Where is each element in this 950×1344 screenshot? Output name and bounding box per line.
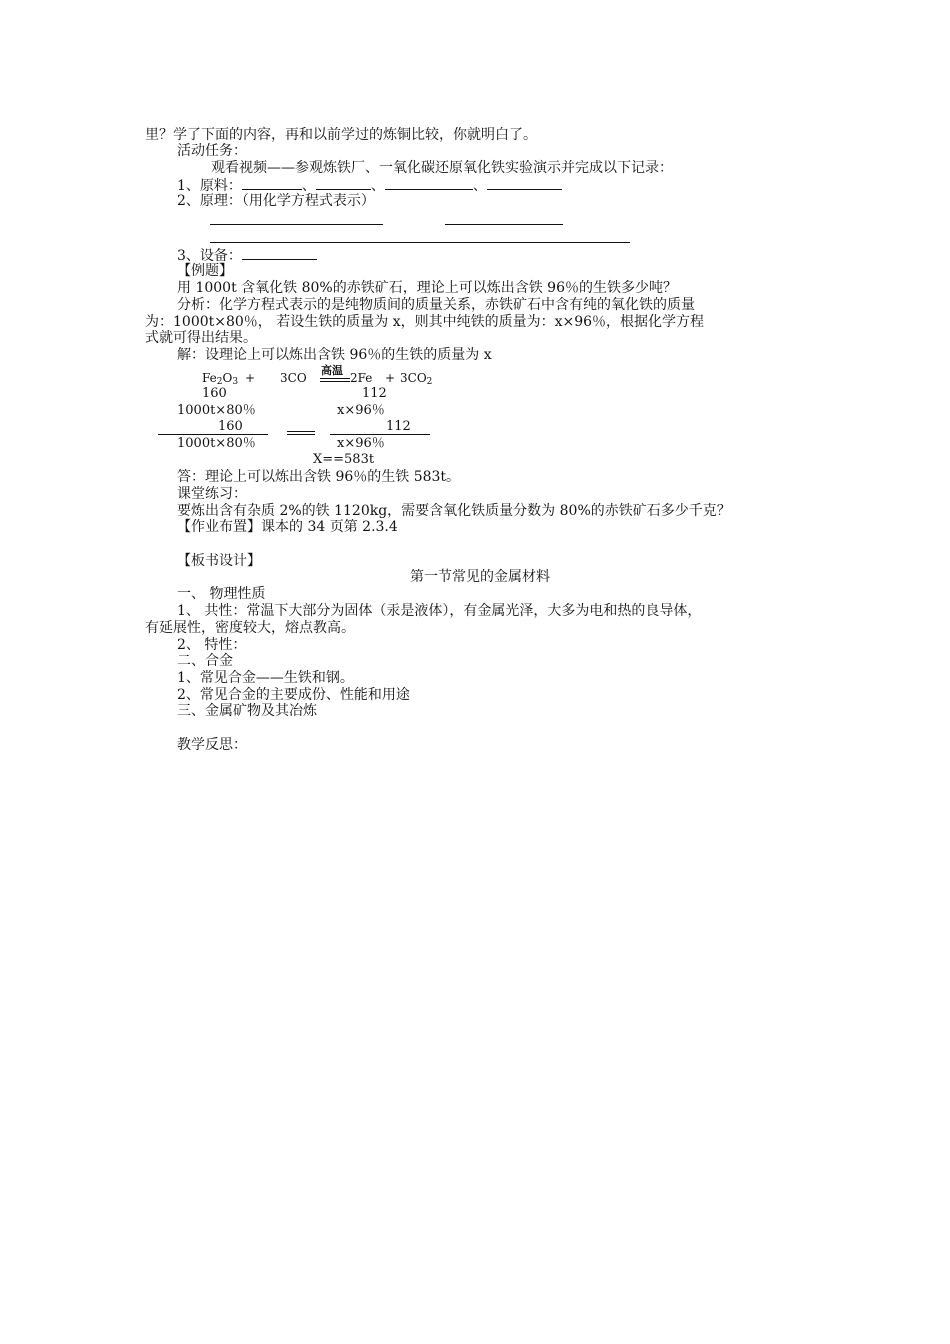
separator: 、 [301,178,316,194]
eq-co: 3CO [280,371,307,385]
board-item-1-2: 2、 特性： [177,637,247,653]
board-title: 第一节常见的金属材料 [410,569,550,585]
example-analysis-2: 为：1000t×80％， 若设生铁的质量为 x，则其中纯铁的质量为：x×96％，根据化学方程 [145,314,705,330]
example-answer: 答：理论上可以炼出含铁 96％的生铁 583t。 [177,469,461,485]
equals-line-2 [287,434,315,435]
board-item-1-1b: 有延展性，密度较大，熔点教高。 [145,620,355,636]
practice-question: 要炼出含有杂质 2%的铁 1120kg，需要含氧化铁质量分数为 80%的赤铁矿石多少千克？ [177,503,731,519]
board-section-3: 三、金属矿物及其冶炼 [177,703,317,719]
eq-fe2o3: $Fe_2O_3$ [202,371,239,387]
ratio-numerator-1: 160 [218,419,243,434]
board-section-2: 二、合金 [177,653,233,669]
eq-arrow-line-2 [320,381,350,382]
example-analysis-1: 分析：化学方程式表示的是纯物质间的质量关系，赤铁矿石中含有纯的氧化铁的质量 [177,297,695,313]
principle-blank-3[interactable] [210,242,630,243]
eq-co2: $3CO_2$ [400,371,433,387]
equipment-label: 3、设备： [177,248,242,264]
materials-blank-1[interactable] [242,177,302,190]
eq-given-1: 1000t×80％ [177,403,256,418]
practice-label: 课堂练习： [177,486,247,502]
fraction-bar-2 [330,434,430,435]
intro-line: 里？学了下面的内容，再和以前学过的炼铜比较，你就明白了。 [145,127,537,143]
equals-line-1 [287,431,315,432]
principle-blank-2[interactable] [445,224,563,225]
materials-label: 1、原料： [177,178,242,194]
eq-arrow-line-1 [320,378,350,379]
example-heading: 【例题】 [177,263,233,279]
activity-label: 活动任务： [177,143,247,159]
eq-fe: 2Fe [350,371,373,385]
ratio-numerator-2: 112 [386,419,411,434]
example-question: 用 1000t 含氧化铁 80%的赤铁矿石，理论上可以炼出含铁 96％的生铁多少吨？ [177,280,677,296]
board-section-1: 一、 物理性质 [177,586,266,602]
homework: 【作业布置】课本的 34 页第 2.3.4 [177,519,398,535]
separator: 、 [370,178,385,194]
eq-plus-1: + [245,371,256,385]
materials-blank-4[interactable] [487,177,562,190]
board-item-2-1: 1、常见合金——生铁和钢。 [177,670,354,686]
fraction-bar-1 [158,434,268,435]
example-solution: 解：设理论上可以炼出含铁 96％的生铁的质量为 x [177,347,492,363]
activity-instruction: 观看视频——参观炼铁厂、一氧化碳还原氧化铁实验演示并完成以下记录： [211,160,673,176]
principle-blank-1[interactable] [210,224,383,225]
result: X==583t [313,452,375,467]
example-analysis-3: 式就可得出结果。 [145,330,257,346]
materials-blank-3[interactable] [385,177,473,190]
eq-mass-112: 112 [362,386,387,401]
materials-row [177,177,562,194]
principle-label: 2、原理：（用化学方程式表示） [177,193,375,209]
board-item-1-1a: 1、 共性：常温下大部分为固体（汞是液体），有金属光泽，大多为电和热的良导体， [177,603,702,619]
eq-plus-2: + [385,371,396,385]
board-heading: 【板书设计】 [177,553,261,569]
equipment-row [177,247,317,264]
board-item-2-2: 2、常见合金的主要成份、性能和用途 [177,687,410,703]
materials-blank-2[interactable] [316,177,371,190]
separator: 、 [472,178,487,194]
ratio-denominator-2: x×96％ [337,436,385,451]
ratio-denominator-1: 1000t×80％ [177,436,256,451]
eq-given-2: x×96％ [337,403,385,418]
eq-mass-160: 160 [202,386,227,401]
equipment-blank[interactable] [242,247,317,260]
reflection-label: 教学反思： [177,737,247,753]
eq-condition: 高温 [321,364,343,377]
